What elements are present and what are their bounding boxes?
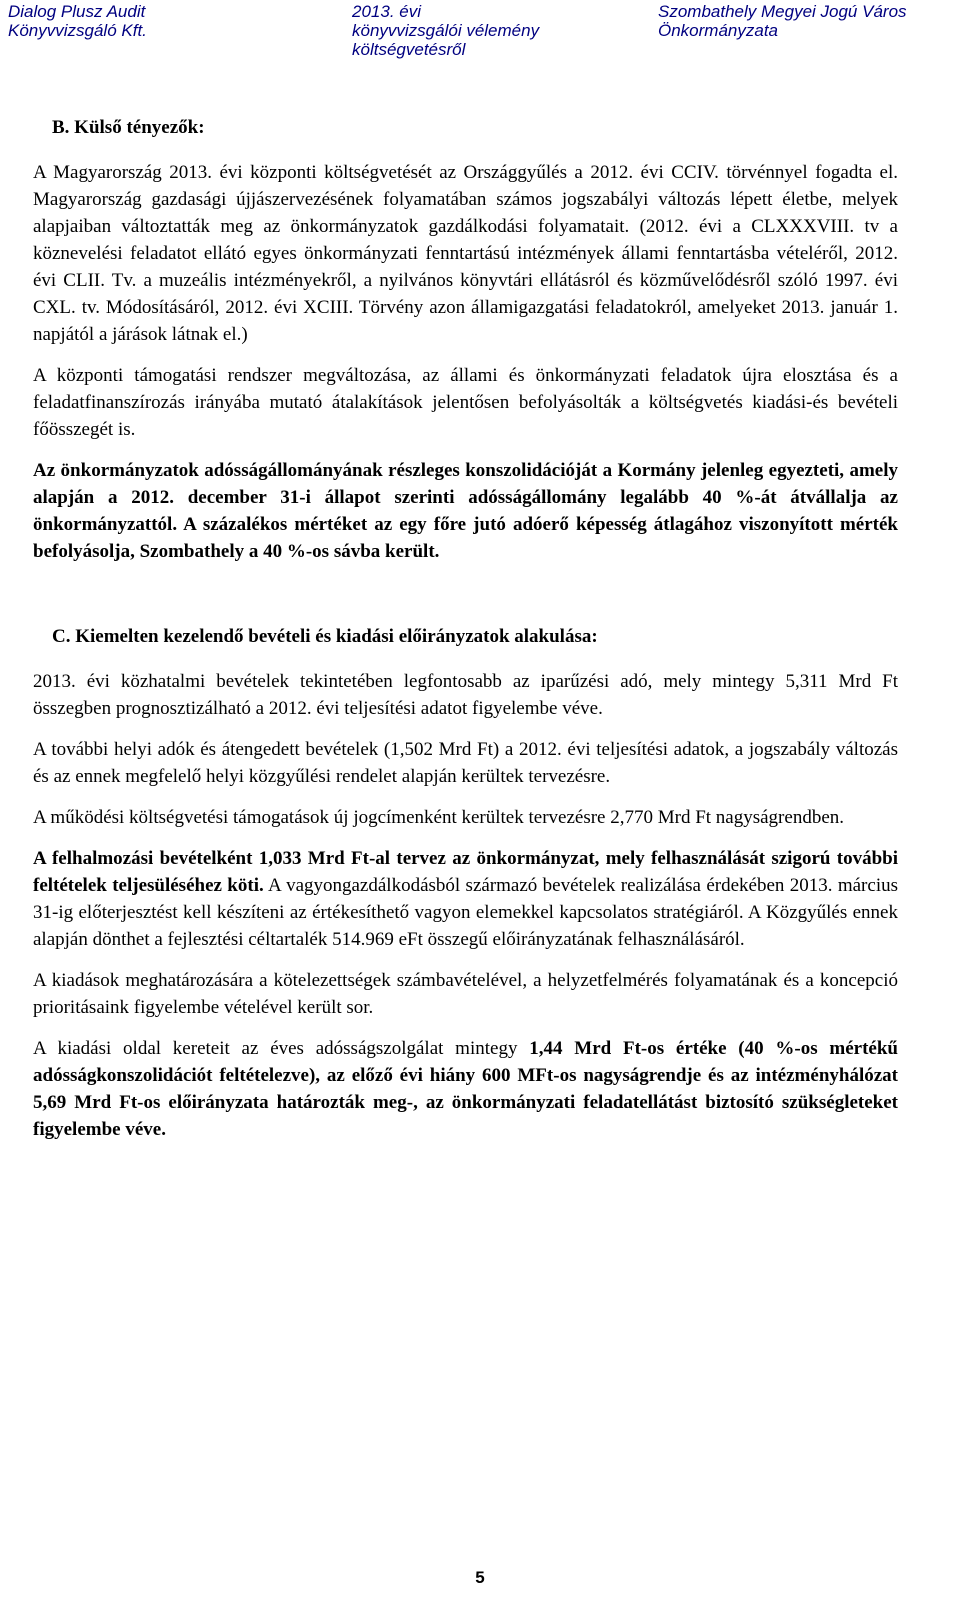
page-header — [0, 0, 960, 68]
header-left-line-2: Könyvvizsgáló Kft. — [8, 21, 147, 40]
section-c-heading: C. Kiemelten kezelendő bevételi és kiadási előirányzatok alakulása: — [52, 626, 598, 647]
header-middle — [352, 2, 539, 59]
document-body — [33, 114, 898, 1143]
section-c-paragraph-4-rest: A vagyongazdálkodásból származó bevételek realizálása érdekében 2013. március 31-ig előterjesztést kell készíteni az értékesíthető vagyon elemekkel kapcsolatos stratégiáról. A Közgyűlés ennek alapján dönthet a fejlesztési céltartalék 514.969 eFt összegű előirányzatának felhasználásáról. — [33, 875, 898, 950]
section-c-paragraph-4-bold: A felhalmozási bevételként 1,033 Mrd Ft-al tervez az önkormányzat, mely felhasználását szigorú további feltételek teljesüléséhez köti. — [33, 848, 898, 896]
section-c-paragraph-2: A további helyi adók és átengedett bevételek (1,502 Mrd Ft) a 2012. évi teljesítési adatok, a jogszabály változás és az ennek megfelelő helyi közgyűlési rendelet alapján kerültek tervezésre. — [33, 739, 898, 787]
section-b-heading: B. Külső tényezők: — [52, 117, 205, 138]
section-c-paragraph-1: 2013. évi közhatalmi bevételek tekintetében legfontosabb az iparűzési adó, mely mintegy 5,311 Mrd Ft összegben prognosztizálható a 2012. évi teljesítési adatot figyelembe véve. — [33, 671, 898, 719]
section-c-paragraph-4 — [33, 845, 898, 953]
header-left-line-1: Dialog Plusz Audit — [8, 2, 146, 21]
section-c-paragraph-5: A kiadások meghatározására a kötelezettségek számbavételével, a helyzetfelmérés folyamatának és a koncepció prioritásaink figyelembe vételével került sor. — [33, 970, 898, 1018]
header-middle-line-3: költségvetésről — [352, 40, 466, 59]
header-right-line-1: Szombathely Megyei Jogú Város — [658, 2, 907, 21]
section-c-paragraph-6-bold: 1,44 Mrd Ft-os értéke (40 %-os mértékű adósságkonszolidációt feltételezve), az előző évi hiány 600 MFt-os nagyságrendje és az intézményhálózat 5,69 Mrd Ft-os előirányzata határozták meg-, az önkormányzati feladatellátást biztosító szükségleteket figyelembe véve. — [33, 1038, 898, 1140]
section-c-paragraph-6 — [33, 1035, 898, 1143]
page-number: 5 — [475, 1568, 485, 1587]
section-b-paragraph-3: Az önkormányzatok adósságállományának részleges konszolidációját a Kormány jelenleg egyezteti, amely alapján a 2012. december 31-i állapot szerinti adósságállomány legalább 40 %-át átvállalja az önkormányzattól. A százalékos mértéket az egy főre jutó adóerő képesség átlagához viszonyított mérték befolyásolja, Szombathely a 40 %-os sávba került. — [33, 460, 898, 562]
header-middle-line-2: könyvvizsgálói vélemény — [352, 21, 540, 40]
section-b-paragraph-2: A központi támogatási rendszer megváltozása, az állami és önkormányzati feladatok újra elosztása és a feladatfinanszírozás irányába mutató átalakítások jelentősen befolyásolták a költségvetés kiadási-és bevételi főösszegét is. — [33, 365, 898, 440]
section-c-paragraph-3: A működési költségvetési támogatások új jogcímenként kerültek tervezésre 2,770 Mrd Ft nagyságrendben. — [33, 807, 844, 828]
section-b-paragraph-1: A Magyarország 2013. évi központi költségvetését az Országgyűlés a 2012. évi CCIV. törvénnyel fogadta el. Magyarország gazdasági újjászervezésének folyamatában számos jogszabályi változás lépett életbe, melyek alapjaiban változtatták meg az önkormányzatok gazdálkodási folyamatait. (2012. évi a CLXXXVIII. tv a köznevelési feladatot ellátó egyes önkormányzati fenntartású intézmények állami fenntartásba vételéről, 2012. évi CLII. Tv. a muzeális intézményekről, a nyilvános könyvtári ellátásról és közművelődésről szóló 1997. évi CXL. tv. Módosításáról, 2012. évi XCIII. Törvény azon államigazgatási feladatokról, amelyeket 2013. január 1. napjától a járások látnak el.) — [33, 162, 898, 345]
header-middle-line-1: 2013. évi — [352, 2, 421, 21]
section-c-paragraph-6-normal: A kiadási oldal kereteit az éves adósságszolgálat mintegy — [33, 1038, 530, 1059]
header-left — [8, 2, 147, 40]
header-right-line-2: Önkormányzata — [658, 21, 778, 40]
header-right — [658, 2, 907, 40]
